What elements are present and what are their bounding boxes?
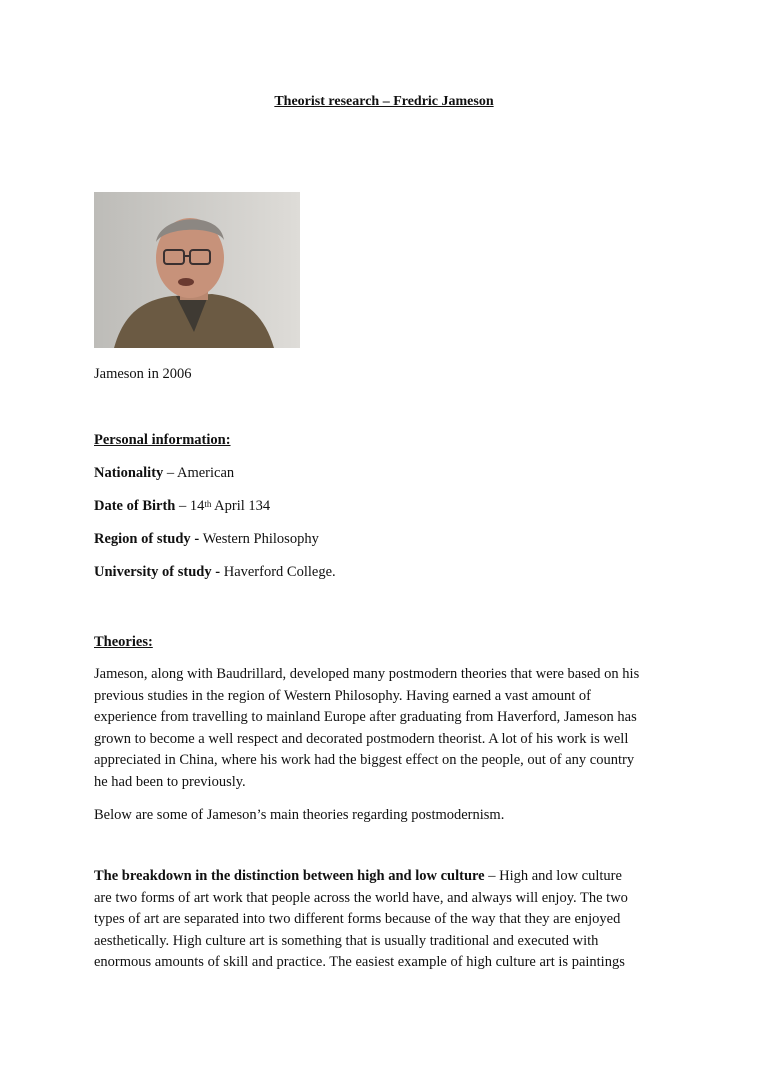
paragraph-line: previous studies in the region of Western Philosophy. Having earned a vast amount of (94, 687, 591, 704)
region-value: Western Philosophy (202, 531, 319, 547)
portrait-illustration (94, 192, 300, 348)
paragraph-line: experience from travelling to mainland Europe after graduating from Haverford, Jameson has (94, 709, 637, 725)
region-separator: - (190, 531, 203, 547)
nationality-label: Nationality (94, 465, 164, 481)
paragraph-line: he had been to previously. (94, 773, 246, 790)
region-of-study-row (94, 529, 684, 549)
page-title: Theorist research – Fredric Jameson (274, 94, 494, 109)
paragraph-line: Jameson, along with Baudrillard, developed many postmodern theories that were based on his (94, 666, 640, 682)
theories-intro: Below are some of Jameson’s main theories regarding postmodernism. (94, 807, 505, 823)
breakdown-title: The breakdown in the distinction between high and low culture (94, 868, 485, 884)
dob-suffix: th (204, 499, 212, 509)
paragraph-line: aesthetically. High culture art is something that is usually traditional and executed with (94, 932, 599, 949)
university-label: University of study (94, 564, 212, 580)
dob-rest: April 134 (211, 498, 271, 514)
nationality-value: American (176, 465, 235, 481)
paragraph-line: enormous amounts of skill and practice. The easiest example of high culture art is paintings (94, 954, 625, 970)
paragraph-line: types of art are separated into two different forms because of the way that they are enjoyed (94, 911, 621, 927)
breakdown-first-line-rest: – High and low culture (484, 868, 622, 884)
theories-heading: Theories: (94, 634, 153, 650)
university-row (94, 562, 684, 582)
paragraph-line: appreciated in China, where his work had the biggest effect on the people, out of any country (94, 752, 635, 768)
paragraph-line: are two forms of art work that people across the world have, and always will enjoy. The two (94, 889, 628, 906)
dob-label: Date of Birth (94, 498, 176, 514)
date-of-birth-row (94, 496, 684, 516)
breakdown-section (94, 866, 684, 974)
breakdown-first-line (94, 866, 684, 888)
personal-info-heading: Personal information: (94, 432, 231, 448)
nationality-separator: – (163, 465, 177, 481)
paragraph-line: grown to become a well respect and decorated postmodern theorist. A lot of his work is well (94, 730, 629, 747)
region-label: Region of study (94, 531, 191, 547)
personal-information-section (94, 430, 684, 582)
portrait-photo-icon (94, 192, 300, 348)
university-separator: - (211, 564, 224, 580)
dob-day: 14 (189, 498, 205, 514)
dob-separator: – (175, 498, 190, 514)
nationality-row (94, 463, 684, 483)
theories-paragraph (94, 664, 684, 793)
photo-caption: Jameson in 2006 (94, 366, 192, 382)
theories-section (94, 632, 684, 827)
university-value: Haverford College. (223, 564, 336, 580)
